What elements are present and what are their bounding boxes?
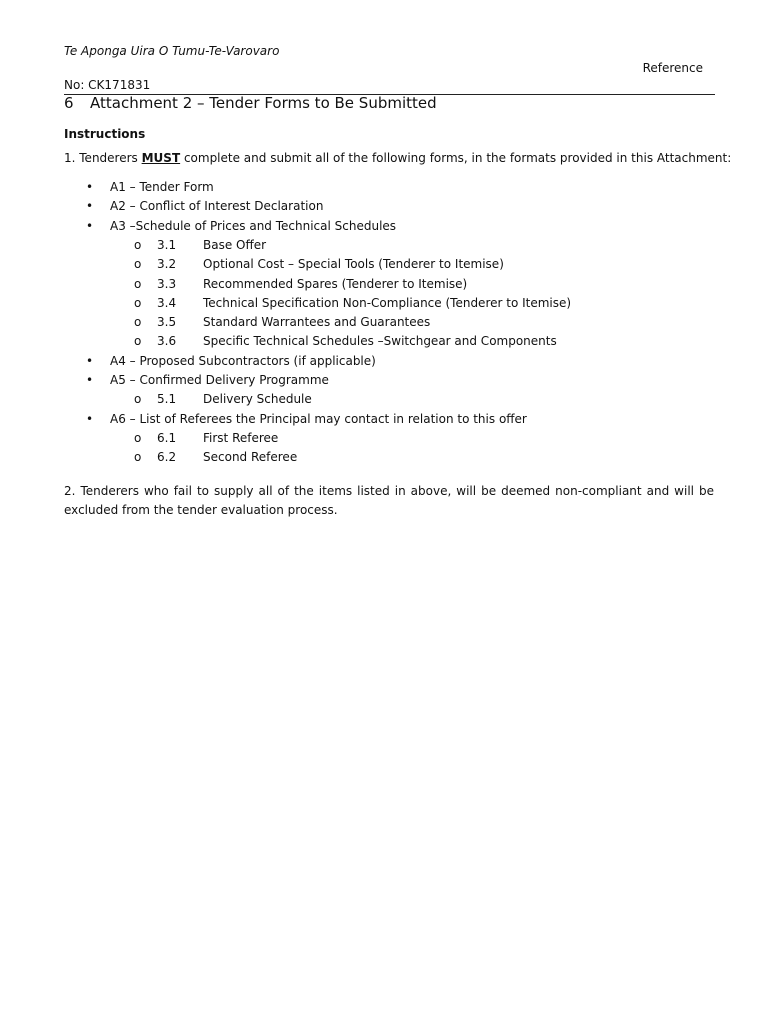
- form-sub-item: [0, 257, 770, 276]
- form-item-label: A2 – Conflict of Interest Declaration: [110, 199, 324, 214]
- sub-item-label: Specific Technical Schedules –Switchgear and Components: [203, 334, 557, 349]
- para1-suffix: complete and submit all of the following forms, in the formats provided in this Attachment:: [180, 151, 732, 165]
- para1-emphasis: MUST: [141, 151, 181, 165]
- sub-item-label: First Referee: [203, 430, 279, 445]
- form-list-item: [0, 199, 770, 218]
- sub-bullet-icon: o: [134, 315, 142, 330]
- sub-item-number: 3.6: [157, 334, 177, 349]
- form-list-item: [0, 354, 770, 373]
- sub-item-number: 3.5: [157, 315, 177, 330]
- form-item-label: A6 – List of Referees the Principal may contact in relation to this offer: [110, 411, 527, 426]
- form-item-label: A4 – Proposed Subcontractors (if applicable): [110, 353, 376, 368]
- bullet-icon: •: [86, 180, 94, 194]
- sub-item-number: 6.1: [157, 430, 177, 445]
- bullet-icon: •: [86, 353, 94, 368]
- sub-bullet-icon: o: [134, 392, 142, 407]
- form-item-label: A1 – Tender Form: [110, 180, 214, 194]
- sub-item-number: 3.4: [157, 295, 177, 310]
- form-sub-item: [0, 238, 770, 257]
- section-heading: [64, 94, 437, 112]
- form-list-item: [0, 373, 770, 392]
- sub-item-number: 5.1: [157, 392, 177, 407]
- sub-item-number: 3.1: [157, 237, 177, 252]
- form-sub-item: [0, 296, 770, 315]
- sub-item-number: 6.2: [157, 450, 177, 465]
- sub-item-number: 3.2: [157, 257, 177, 272]
- instruction-paragraph-2: 2. Tenderers who fail to supply all of the items listed in above, will be deemed non-compliant and will be excluded from the tender evaluation process.: [64, 484, 714, 517]
- sub-bullet-icon: o: [134, 450, 142, 465]
- sub-item-label: Delivery Schedule: [203, 392, 312, 407]
- para1-prefix: 1. Tenderers: [64, 151, 142, 165]
- bullet-icon: •: [86, 411, 94, 426]
- sub-item-label: Standard Warrantees and Guarantees: [203, 315, 431, 330]
- form-sub-item: [0, 334, 770, 353]
- sub-item-label: Technical Specification Non-Compliance (Tenderer to Itemise): [203, 295, 572, 310]
- bullet-icon: •: [86, 199, 94, 214]
- instructions-label: Instructions: [64, 127, 146, 141]
- form-list-item: [0, 412, 770, 431]
- sub-item-number: 3.3: [157, 276, 177, 291]
- form-sub-item: [0, 431, 770, 450]
- organisation-name: Te Aponga Uira O Tumu-Te-Varovaro: [64, 44, 280, 58]
- sub-item-label: Second Referee: [203, 450, 298, 465]
- form-sub-item: [0, 315, 770, 334]
- form-item-label: A5 – Confirmed Delivery Programme: [110, 373, 329, 387]
- sub-item-label: Base Offer: [203, 237, 267, 252]
- section-title: Attachment 2 – Tender Forms to Be Submitted: [90, 94, 437, 112]
- sub-item-label: Optional Cost – Special Tools (Tenderer to Itemise): [203, 257, 504, 272]
- reference-label: Reference: [642, 61, 703, 75]
- sub-bullet-icon: o: [134, 295, 142, 310]
- form-sub-item: [0, 277, 770, 296]
- reference-number: No: CK171831: [64, 78, 151, 92]
- sub-bullet-icon: o: [134, 334, 142, 349]
- bullet-icon: •: [86, 373, 94, 387]
- sub-bullet-icon: o: [134, 257, 142, 272]
- form-item-label: A3 –Schedule of Prices and Technical Schedules: [110, 218, 397, 233]
- instruction-paragraph-1: [64, 151, 731, 165]
- sub-item-label: Recommended Spares (Tenderer to Itemise): [203, 276, 468, 291]
- sub-bullet-icon: o: [134, 430, 142, 445]
- sub-bullet-icon: o: [134, 237, 142, 252]
- section-number: 6: [64, 94, 74, 112]
- form-list-item: [0, 180, 770, 199]
- form-sub-item: [0, 392, 770, 411]
- form-list-item: [0, 219, 770, 238]
- form-sub-item: [0, 450, 770, 469]
- sub-bullet-icon: o: [134, 276, 142, 291]
- bullet-icon: •: [86, 218, 94, 233]
